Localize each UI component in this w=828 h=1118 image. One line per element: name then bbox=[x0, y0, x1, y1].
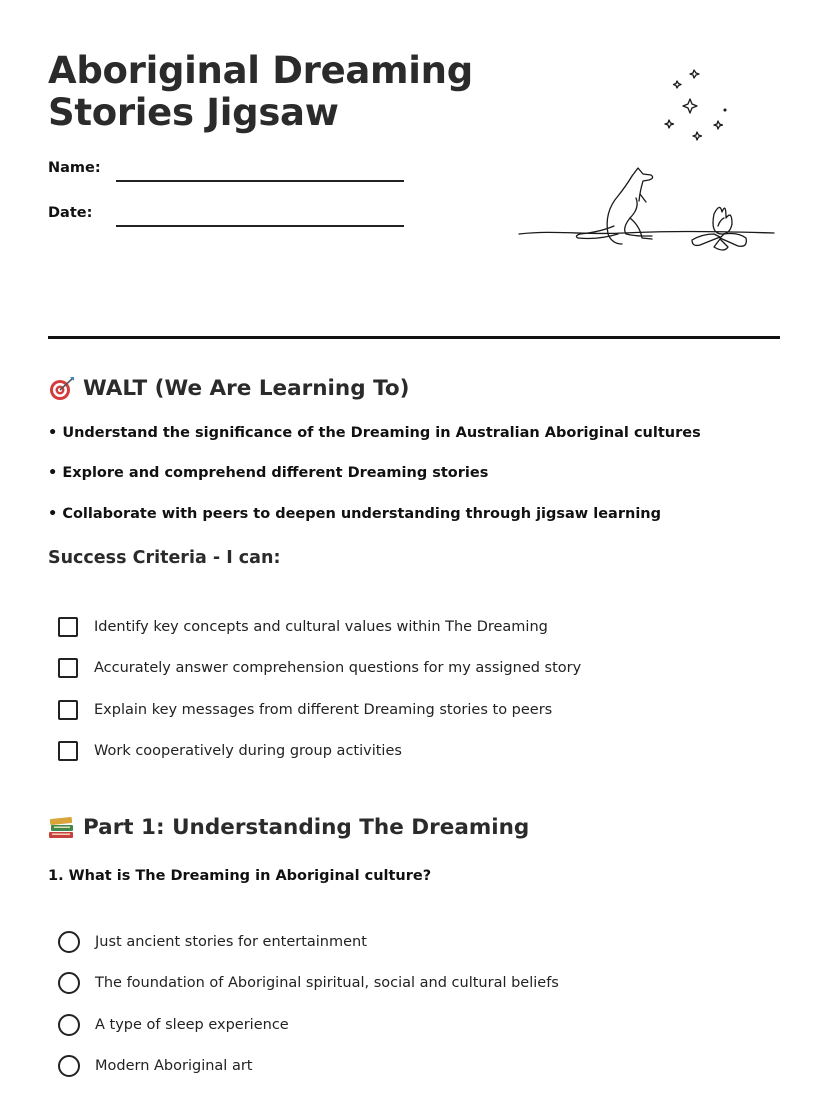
title-line-1: Aboriginal Dreaming bbox=[48, 49, 473, 92]
books-icon bbox=[48, 814, 76, 840]
success-criteria-heading: Success Criteria - I can: bbox=[48, 548, 281, 568]
kangaroo-icon bbox=[576, 168, 652, 244]
success-criterion-2[interactable] bbox=[58, 655, 581, 681]
page-title bbox=[48, 50, 473, 134]
checkbox[interactable] bbox=[58, 700, 78, 720]
stars-icon bbox=[665, 70, 726, 140]
option-label: A type of sleep experience bbox=[95, 1017, 289, 1033]
criterion-label: Identify key concepts and cultural values within The Dreaming bbox=[94, 619, 548, 635]
walt-objective-3: • Collaborate with peers to deepen understanding through jigsaw learning bbox=[48, 506, 661, 522]
criterion-label: Explain key messages from different Dreaming stories to peers bbox=[94, 702, 553, 718]
answer-option-3[interactable] bbox=[58, 1012, 289, 1038]
radio-button[interactable] bbox=[58, 1014, 80, 1036]
question-1: 1. What is The Dreaming in Aboriginal culture? bbox=[48, 868, 432, 884]
name-field[interactable] bbox=[48, 160, 408, 190]
walt-objective-2: • Explore and comprehend different Dreaming stories bbox=[48, 465, 489, 481]
walt-heading-text: WALT (We Are Learning To) bbox=[83, 375, 410, 401]
date-write-line[interactable] bbox=[116, 225, 404, 227]
success-criterion-3[interactable] bbox=[58, 697, 552, 723]
part1-heading bbox=[48, 814, 529, 840]
success-criterion-4[interactable] bbox=[58, 738, 402, 764]
worksheet-page bbox=[48, 0, 780, 1118]
checkbox[interactable] bbox=[58, 658, 78, 678]
answer-option-1[interactable] bbox=[58, 929, 367, 955]
date-field[interactable] bbox=[48, 205, 408, 235]
option-label: The foundation of Aboriginal spiritual, social and cultural beliefs bbox=[95, 975, 559, 991]
criterion-label: Accurately answer comprehension questions for my assigned story bbox=[94, 660, 582, 676]
checkbox[interactable] bbox=[58, 741, 78, 761]
success-criterion-1[interactable] bbox=[58, 614, 548, 640]
criterion-label: Work cooperatively during group activities bbox=[94, 743, 402, 759]
answer-option-2[interactable] bbox=[58, 970, 559, 996]
radio-button[interactable] bbox=[58, 972, 80, 994]
radio-button[interactable] bbox=[58, 931, 80, 953]
target-icon bbox=[48, 375, 76, 401]
name-write-line[interactable] bbox=[116, 180, 404, 182]
kangaroo-campfire-illustration bbox=[514, 58, 780, 274]
campfire-icon bbox=[692, 207, 746, 250]
walt-heading bbox=[48, 375, 410, 401]
option-label: Modern Aboriginal art bbox=[95, 1058, 253, 1074]
title-line-2: Stories Jigsaw bbox=[48, 91, 339, 134]
part1-heading-text: Part 1: Understanding The Dreaming bbox=[83, 814, 530, 840]
checkbox[interactable] bbox=[58, 617, 78, 637]
option-label: Just ancient stories for entertainment bbox=[95, 934, 367, 950]
section-divider bbox=[48, 336, 780, 339]
date-label: Date: bbox=[48, 205, 93, 221]
name-label: Name: bbox=[48, 160, 101, 176]
answer-option-4[interactable] bbox=[58, 1053, 252, 1079]
walt-objective-1: • Understand the significance of the Dreaming in Australian Aboriginal cultures bbox=[48, 425, 701, 441]
radio-button[interactable] bbox=[58, 1055, 80, 1077]
